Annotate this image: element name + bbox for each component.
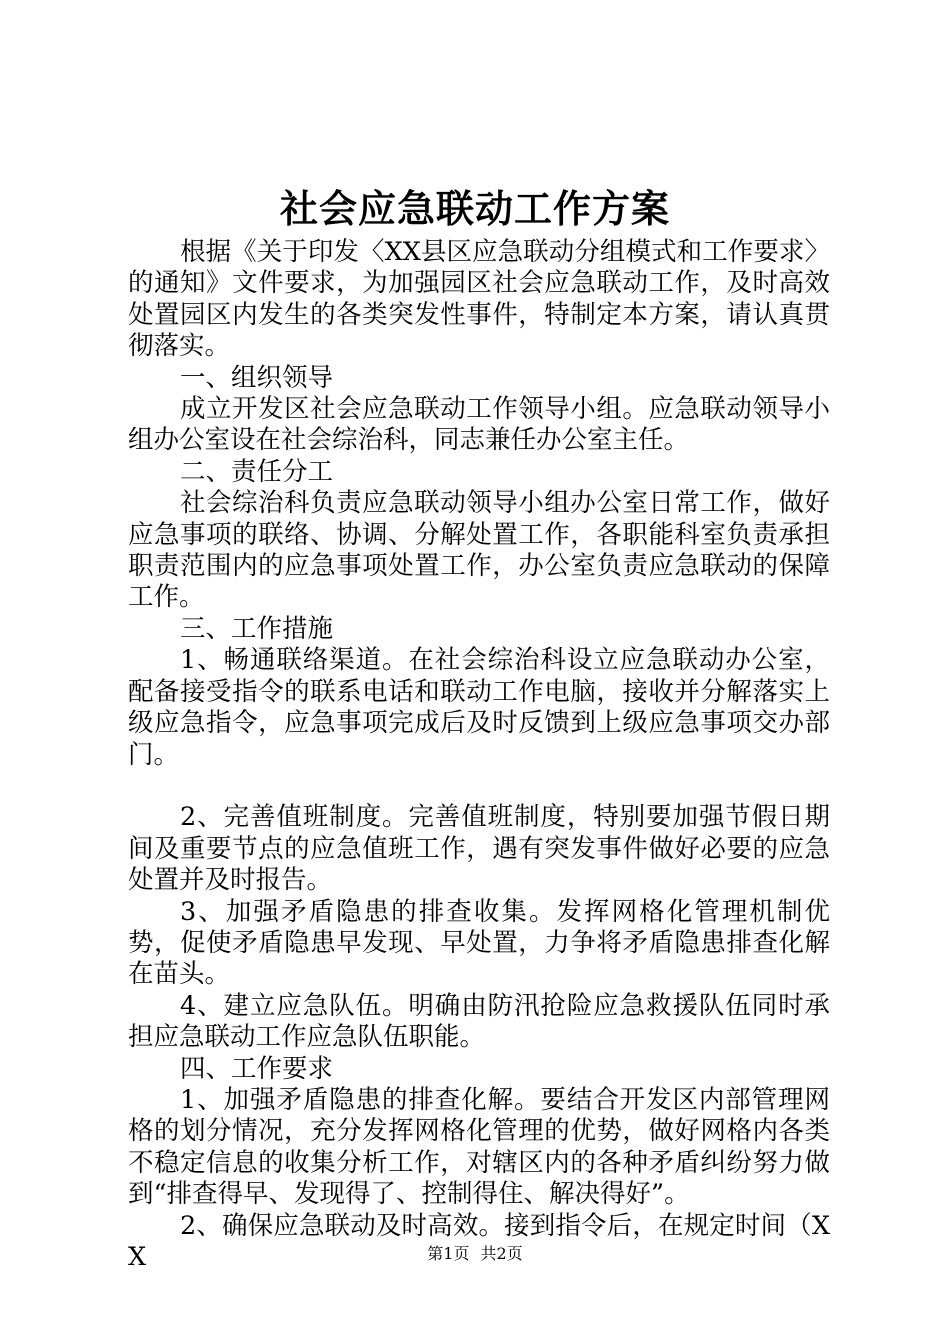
paragraph-requirement-1: 1、加强矛盾隐患的排查化解。要结合开发区内部管理网格的划分情况，充分发挥网格化管理的优势，做好网格内各类不稳定信息的收集分析工作，对辖区内的各种矛盾纠纷努力做到“排查得早、发现得了、控制得住、解决得好”。 [128, 1084, 830, 1210]
page-footer: 第1页 共2页 [427, 1244, 523, 1263]
document-body [128, 237, 830, 1273]
section-heading-measures: 三、工作措施 [180, 613, 334, 644]
paragraph-measure-1: 1、畅通联络渠道。在社会综治科设立应急联动办公室，配备接受指令的联系电话和联动工作电脑，接收并分解落实上级应急指令，应急事项完成后及时反馈到上级应急事项交办部门。 [128, 645, 830, 770]
paragraph-measure-3: 3、加强矛盾隐患的排查收集。发挥网格化管理机制优势，促使矛盾隐患早发现、早处置，力争将矛盾隐患排查化解在苗头。 [128, 896, 830, 990]
paragraph-requirement-2: 2、确保应急联动及时高效。接到指令后，在规定时间（XX [128, 1210, 830, 1272]
blank-line [128, 771, 830, 802]
section-heading-organization: 一、组织领导 [180, 362, 334, 393]
paragraph-organization: 成立开发区社会应急联动工作领导小组。应急联动领导小组办公室设在社会综治科，同志兼任办公室主任。 [128, 394, 830, 456]
paragraph-responsibility: 社会综治科负责应急联动领导小组办公室日常工作，做好应急事项的联络、协调、分解处置工作，各职能科室负责承担职责范围内的应急事项处置工作，办公室负责应急联动的保障工作。 [128, 488, 830, 613]
document-title: 社会应急联动工作方案 [279, 186, 670, 231]
intro-paragraph: 根据《关于印发〈XX县区应急联动分组模式和工作要求〉的通知》文件要求，为加强园区社会应急联动工作，及时高效处置园区内发生的各类突发性事件，特制定本方案，请认真贯彻落实。 [128, 237, 830, 362]
section-heading-requirements: 四、工作要求 [180, 1053, 334, 1084]
paragraph-measure-4: 4、建立应急队伍。明确由防汛抢险应急救援队伍同时承担应急联动工作应急队伍职能。 [128, 990, 830, 1053]
paragraph-measure-2: 2、完善值班制度。完善值班制度，特别要加强节假日期间及重要节点的应急值班工作，遇有突发事件做好必要的应急处置并及时报告。 [128, 802, 830, 896]
section-heading-responsibility: 二、责任分工 [180, 456, 334, 487]
